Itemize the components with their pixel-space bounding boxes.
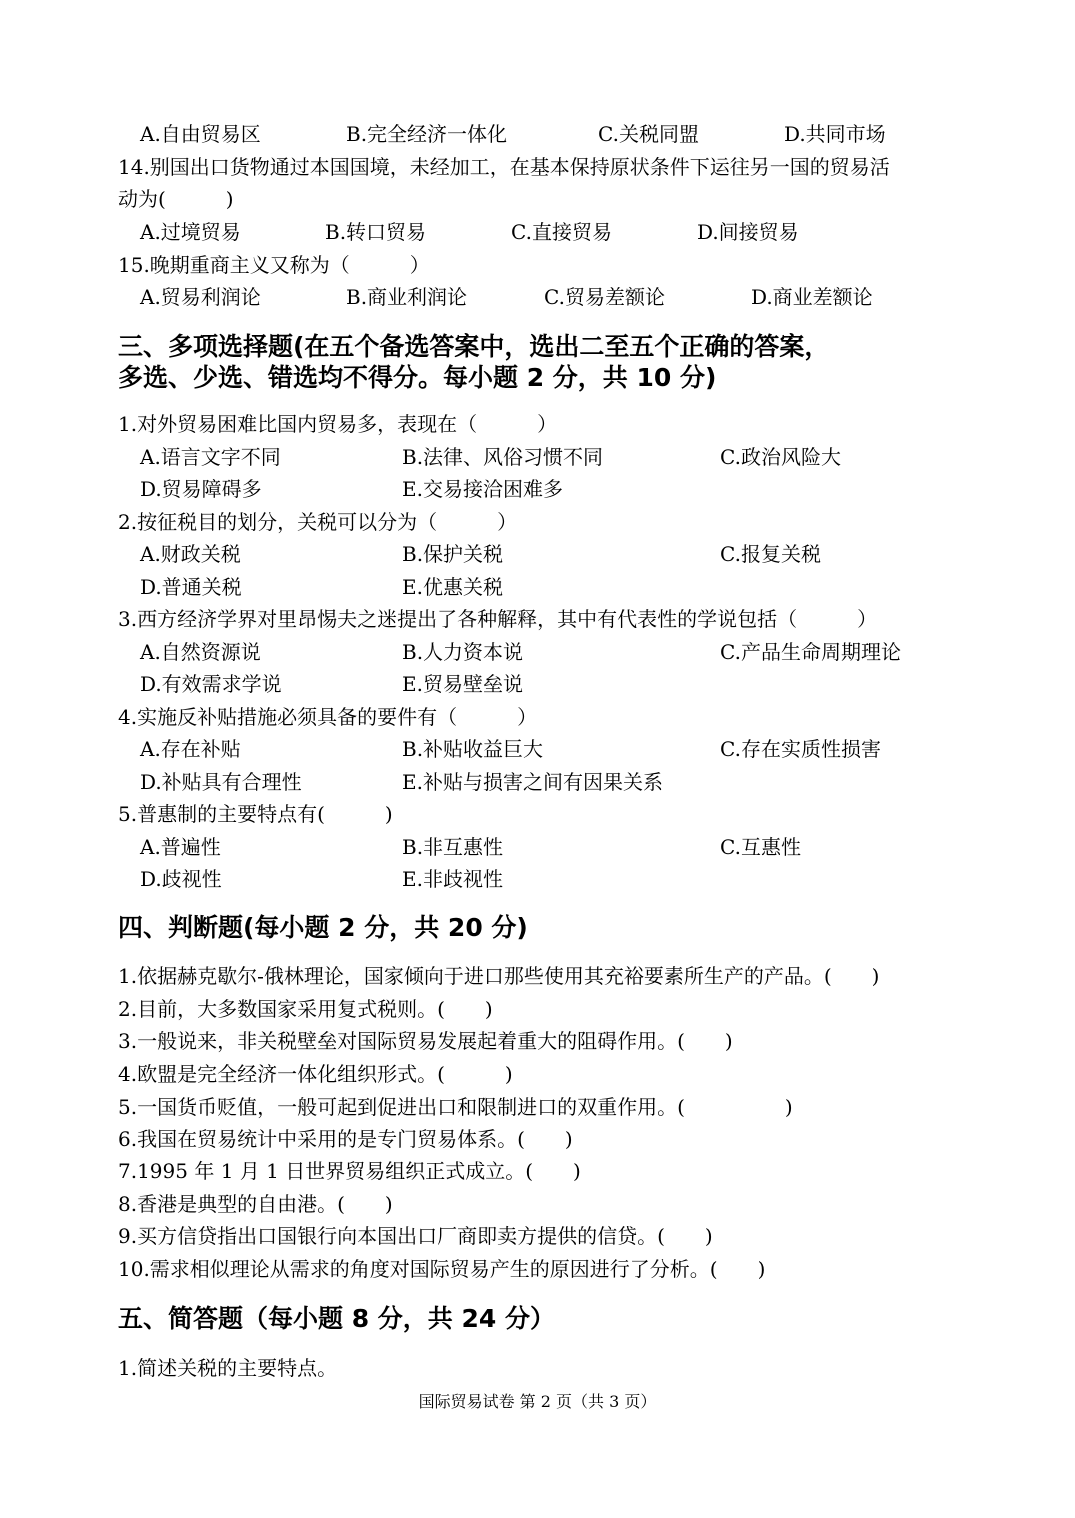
tf-item-7: 7.1995 年 1 月 1 日世界贸易组织正式成立。( ) — [118, 1159, 581, 1183]
tf-item-6: 6.我国在贸易统计中采用的是专门贸易体系。( ) — [118, 1127, 573, 1151]
mc-q3-option-c: C.产品生命周期理论 — [720, 640, 901, 664]
mc-q1-option-d: D.贸易障碍多 — [140, 477, 262, 501]
q15-option-a: A.贸易利润论 — [140, 285, 261, 309]
q14-text-line1: 14.别国出口货物通过本国国境，未经加工，在基本保持原状条件下运往另一国的贸易活 — [118, 155, 890, 179]
section4-heading: 四、判断题(每小题 2 分，共 20 分) — [118, 913, 528, 942]
mc-question-3: 3.西方经济学界对里昂惕夫之迷提出了各种解释，其中有代表性的学说包括（ ） — [118, 607, 878, 631]
tf-item-1: 1.依据赫克歇尔-俄林理论，国家倾向于进口那些使用其充裕要素所生产的产品。( ) — [118, 964, 880, 988]
mc-q2-option-a: A.财政关税 — [140, 542, 241, 566]
q13-option-a: A.自由贸易区 — [140, 122, 261, 146]
mc-q4-option-a: A.存在补贴 — [140, 737, 241, 761]
mc-q2-option-c: C.报复关税 — [720, 542, 821, 566]
tf-item-3: 3.一般说来，非关税壁垒对国际贸易发展起着重大的阻碍作用。( ) — [118, 1029, 733, 1053]
mc-q2-option-b: B.保护关税 — [402, 542, 504, 566]
tf-item-9: 9.买方信贷指出口国银行向本国出口厂商即卖方提供的信贷。( ) — [118, 1224, 713, 1248]
mc-q1-option-b: B.法律、风俗习惯不同 — [402, 445, 604, 469]
mc-q1-option-e: E.交易接洽困难多 — [402, 477, 563, 501]
short-answer-item-1: 1.简述关税的主要特点。 — [118, 1356, 338, 1380]
mc-q1-option-a: A.语言文字不同 — [140, 445, 281, 469]
q15-option-d: D.商业差额论 — [751, 285, 873, 309]
q14-option-a: A.过境贸易 — [140, 220, 241, 244]
mc-question-5: 5.普惠制的主要特点有( ) — [118, 802, 393, 826]
page-footer: 国际贸易试卷 第 2 页（共 3 页） — [418, 1392, 657, 1411]
mc-question-4: 4.实施反补贴措施必须具备的要件有（ ） — [118, 705, 538, 729]
mc-q5-option-d: D.歧视性 — [140, 867, 222, 891]
mc-q5-option-b: B.非互惠性 — [402, 835, 504, 859]
mc-q3-option-b: B.人力资本说 — [402, 640, 524, 664]
section3-heading-line2: 多选、少选、错选均不得分。每小题 2 分，共 10 分) — [118, 363, 717, 392]
q14-option-b: B.转口贸易 — [325, 220, 427, 244]
section5-heading: 五、简答题（每小题 8 分，共 24 分） — [118, 1304, 556, 1333]
mc-question-2: 2.按征税目的划分，关税可以分为（ ） — [118, 510, 518, 534]
mc-q5-option-a: A.普遍性 — [140, 835, 221, 859]
tf-item-5: 5.一国货币贬值，一般可起到促进出口和限制进口的双重作用。( ) — [118, 1095, 793, 1119]
q15-text: 15.晚期重商主义又称为（ ） — [118, 253, 430, 277]
tf-item-10: 10.需求相似理论从需求的角度对国际贸易产生的原因进行了分析。( ) — [118, 1257, 766, 1281]
mc-q3-option-a: A.自然资源说 — [140, 640, 261, 664]
mc-q2-option-e: E.优惠关税 — [402, 575, 503, 599]
tf-item-2: 2.目前，大多数国家采用复式税则。( ) — [118, 997, 493, 1021]
mc-q5-option-c: C.互惠性 — [720, 835, 801, 859]
mc-q4-option-e: E.补贴与损害之间有因果关系 — [402, 770, 663, 794]
tf-item-4: 4.欧盟是完全经济一体化组织形式。( ) — [118, 1062, 513, 1086]
q13-option-d: D.共同市场 — [784, 122, 886, 146]
mc-q5-option-e: E.非歧视性 — [402, 867, 503, 891]
mc-q3-option-d: D.有效需求学说 — [140, 672, 282, 696]
q14-text-line2: 动为( ) — [118, 187, 234, 211]
q14-option-d: D.间接贸易 — [697, 220, 799, 244]
q15-option-c: C.贸易差额论 — [544, 285, 665, 309]
mc-q4-option-b: B.补贴收益巨大 — [402, 737, 544, 761]
q13-option-b: B.完全经济一体化 — [346, 122, 508, 146]
q15-option-b: B.商业利润论 — [346, 285, 468, 309]
mc-q4-option-d: D.补贴具有合理性 — [140, 770, 302, 794]
tf-item-8: 8.香港是典型的自由港。( ) — [118, 1192, 393, 1216]
q13-option-c: C.关税同盟 — [598, 122, 699, 146]
mc-q2-option-d: D.普通关税 — [140, 575, 242, 599]
mc-q4-option-c: C.存在实质性损害 — [720, 737, 881, 761]
mc-q3-option-e: E.贸易壁垒说 — [402, 672, 523, 696]
section3-heading-line1: 三、多项选择题(在五个备选答案中，选出二至五个正确的答案， — [118, 332, 830, 361]
q14-option-c: C.直接贸易 — [511, 220, 612, 244]
mc-question-1: 1.对外贸易困难比国内贸易多，表现在（ ） — [118, 412, 558, 436]
mc-q1-option-c: C.政治风险大 — [720, 445, 841, 469]
